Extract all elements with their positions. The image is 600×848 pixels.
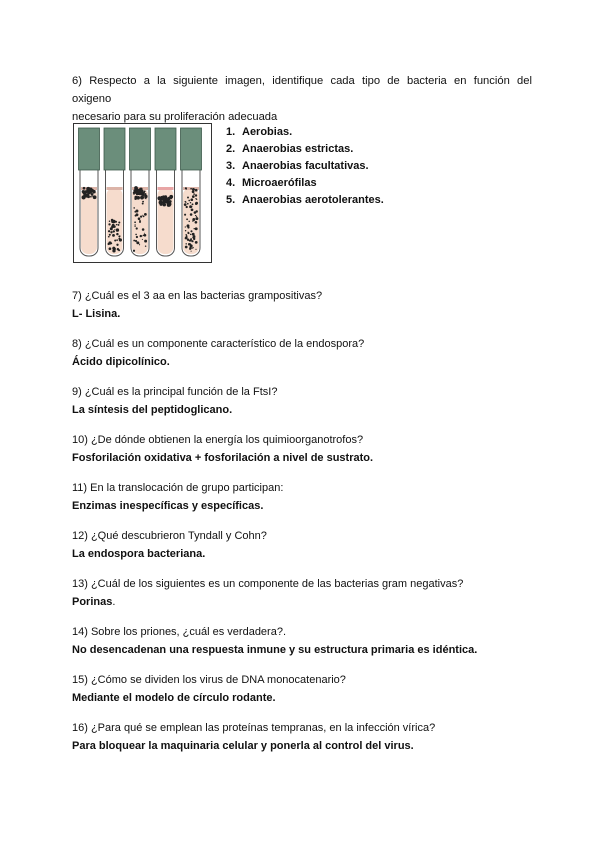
bacteria-dot: [168, 202, 172, 206]
bacteria-dot: [195, 194, 197, 196]
bacteria-dot: [163, 203, 166, 206]
bacteria-dot: [185, 243, 186, 244]
bacteria-dot: [195, 227, 198, 230]
bacteria-dot: [135, 224, 136, 225]
bacteria-dot: [144, 234, 147, 237]
bacteria-dot: [185, 230, 186, 231]
bacteria-dot: [118, 249, 120, 251]
bacteria-dot: [133, 250, 135, 252]
bacteria-dot: [112, 219, 113, 220]
bacteria-dot: [120, 240, 121, 241]
bacteria-dot: [145, 245, 146, 246]
bacteria-dot: [187, 239, 189, 241]
answer-text: Mediante el modelo de círculo rodante.: [72, 692, 276, 704]
bacteria-dot: [195, 221, 198, 224]
bacteria-dot: [142, 195, 143, 196]
bacteria-dot: [186, 218, 188, 220]
bacteria-dot: [118, 238, 120, 240]
question-6: [72, 72, 532, 126]
bacteria-dot: [189, 248, 191, 250]
question-text: 15) ¿Cómo se dividen los virus de DNA monocatenario?: [72, 674, 346, 686]
question-text: 7) ¿Cuál es el 3 aa en las bacterias grampositivas?: [72, 290, 323, 302]
bacteria-dot: [133, 240, 135, 242]
bacteria-dot: [196, 199, 197, 200]
bacteria-dot: [133, 194, 134, 195]
bacteria-dot: [144, 213, 147, 216]
bacteria-dot: [192, 190, 195, 193]
tube-cap: [155, 128, 176, 170]
bacteria-dot: [112, 247, 114, 249]
question-text: 13) ¿Cuál de los siguientes es un componente de las bacterias gram negativas?: [72, 578, 464, 590]
bacteria-dot: [187, 203, 189, 205]
question-15: [72, 673, 542, 705]
bacteria-dot: [140, 215, 142, 217]
bacteria-dot: [135, 240, 137, 242]
bacteria-dot: [109, 234, 111, 236]
bacteria-dot: [145, 193, 146, 194]
bacteria-dot: [114, 229, 115, 230]
bacteria-dot: [193, 193, 195, 195]
bacteria-dot: [187, 232, 188, 233]
bacteria-dot: [144, 233, 145, 234]
bacteria-dot: [192, 218, 195, 221]
bacteria-dot: [118, 224, 120, 226]
bacteria-dot: [190, 198, 193, 201]
question-text: 11) En la translocación de grupo participan:: [72, 482, 284, 494]
answer-text: Ácido dipicolínico.: [72, 356, 170, 368]
bacteria-dot: [93, 190, 94, 191]
bacteria-dot: [109, 247, 112, 250]
bacteria-dot: [113, 230, 115, 232]
question-13: [72, 577, 542, 609]
bacteria-dot: [188, 243, 191, 246]
bacteria-dot: [192, 188, 195, 191]
bacteria-dot: [136, 213, 139, 216]
question-6-line-1: 6) Respecto a la siguiente imagen, identifique cada tipo de bacteria en función del oxigeno: [72, 75, 532, 105]
question-10: [72, 433, 542, 465]
question-7: [72, 289, 542, 321]
option-item: 4. Microaerófilas: [226, 177, 317, 189]
culture-tubes-figure: [73, 123, 212, 263]
bacteria-dot: [195, 249, 196, 250]
bacteria-dot: [169, 200, 172, 203]
bacteria-dot: [82, 190, 85, 193]
bacteria-dot: [144, 240, 147, 243]
culture-tube: [181, 128, 202, 256]
bacteria-dot: [165, 196, 166, 197]
question-6-line-2: necesario para su proliferación adecuada: [72, 111, 278, 123]
option-item: 5. Anaerobias aerotolerantes.: [226, 194, 384, 206]
answer-text: Fosforilación oxidativa + fosforilación a nivel de sustrato.: [72, 452, 374, 464]
bacteria-dot: [162, 198, 165, 201]
bacteria-dot: [144, 191, 146, 193]
bacteria-dot: [116, 239, 118, 241]
bacteria-dot: [190, 202, 191, 203]
bacteria-dot: [190, 213, 193, 216]
medium-surface: [158, 187, 174, 190]
bacteria-dot: [87, 191, 89, 193]
bacteria-dot: [145, 197, 147, 199]
bacteria-dot: [140, 197, 141, 198]
answer-text: L- Lisina.: [72, 308, 121, 320]
bacteria-dot: [190, 230, 192, 232]
answer-text: Enzimas inespecíficas y específicas.: [72, 500, 264, 512]
tube-cap: [104, 128, 125, 170]
bacteria-dot: [195, 217, 198, 220]
question-11: [72, 481, 542, 513]
bacteria-dot: [185, 246, 188, 249]
bacteria-dot: [192, 203, 194, 205]
oxygen-requirement-options: [226, 124, 384, 209]
bacteria-dot: [111, 231, 112, 232]
bacteria-dot: [92, 189, 93, 190]
tube-cap: [181, 128, 202, 170]
tube-cap: [79, 128, 100, 170]
bacteria-dot: [194, 228, 195, 229]
culture-tubes-illustration: [74, 124, 210, 261]
bacteria-dot: [135, 234, 137, 236]
bacteria-dot: [92, 196, 93, 197]
bacteria-dot: [114, 239, 116, 241]
bacteria-dot: [195, 241, 198, 244]
bacteria-dot: [195, 215, 196, 216]
bacteria-dot: [159, 203, 162, 206]
answer-text: La endospora bacteriana.: [72, 548, 206, 560]
bacteria-dot: [108, 241, 111, 244]
bacteria-dot: [141, 235, 142, 236]
bacteria-dot: [184, 214, 186, 216]
bacteria-dot: [118, 221, 120, 223]
option-item: 3. Anaerobias facultativas.: [226, 160, 369, 172]
question-text: 16) ¿Para qué se emplean las proteínas tempranas, en la infección vírica?: [72, 722, 436, 734]
bacteria-dot: [142, 239, 143, 240]
question-16: [72, 721, 542, 753]
bacteria-dot: [134, 221, 136, 223]
bacteria-dot: [136, 193, 138, 195]
bacteria-dot: [134, 225, 135, 226]
question-12: [72, 529, 542, 561]
culture-tube: [79, 128, 100, 256]
bacteria-dot: [192, 248, 193, 249]
bacteria-dot: [169, 195, 173, 199]
culture-tube: [130, 128, 151, 256]
bacteria-dot: [134, 211, 136, 213]
bacteria-dot: [139, 244, 140, 245]
bacteria-dot: [142, 203, 144, 205]
bacteria-dot: [160, 200, 161, 201]
culture-tube: [104, 128, 125, 256]
bacteria-dot: [109, 221, 110, 222]
bacteria-dot: [191, 251, 192, 252]
bacteria-dot: [165, 201, 167, 203]
bacteria-dot: [135, 188, 137, 190]
bacteria-dot: [136, 241, 139, 244]
bacteria-dot: [143, 216, 145, 218]
bacteria-dot: [195, 189, 196, 190]
culture-tube: [155, 128, 176, 256]
bacteria-dot: [188, 200, 190, 202]
bacteria-dot: [195, 203, 198, 206]
tube-cap: [130, 128, 151, 170]
bacteria-dot: [112, 249, 115, 252]
bacteria-dot: [87, 188, 91, 192]
bacteria-dot: [190, 188, 192, 190]
bacteria-dot: [139, 221, 141, 223]
bacteria-dot: [113, 225, 116, 228]
answer-text: No desencadenan una respuesta inmune y su estructura primaria es idéntica.: [72, 644, 478, 656]
bacteria-dot: [185, 238, 186, 239]
bacteria-dot: [116, 233, 118, 235]
bacteria-dot: [142, 228, 145, 231]
question-text: 10) ¿De dónde obtienen la energía los quimioorganotrofos?: [72, 434, 364, 446]
bacteria-dot: [187, 224, 190, 227]
bacteria-dot: [192, 195, 195, 198]
option-item: 2. Anaerobias estrictas.: [226, 143, 354, 155]
question-text: 8) ¿Cuál es un componente característico de la endospora?: [72, 338, 365, 350]
bacteria-dot: [116, 228, 119, 231]
bacteria-dot: [116, 224, 118, 226]
bacteria-dot: [185, 202, 186, 203]
bacteria-dot: [186, 235, 188, 237]
bacteria-dot: [184, 203, 187, 206]
bacteria-dot: [134, 197, 137, 200]
bacteria-dot: [135, 191, 136, 192]
answer-text: La síntesis del peptidoglicano.: [72, 404, 233, 416]
medium-surface: [107, 187, 123, 190]
bacteria-dot: [133, 207, 135, 209]
question-text: 12) ¿Qué descubrieron Tyndall y Cohn?: [72, 530, 267, 542]
bacteria-dot: [157, 196, 161, 200]
bacteria-dot: [190, 234, 192, 236]
bacteria-dot: [138, 189, 142, 193]
bacteria-dot: [83, 187, 86, 190]
option-item: 1. Aerobias.: [226, 126, 293, 138]
answer-text: Porinas.: [72, 596, 116, 608]
bacteria-dot: [91, 193, 94, 196]
bacteria-dot: [191, 208, 194, 211]
bacteria-dot: [83, 193, 86, 196]
bacteria-dot: [195, 210, 197, 212]
bacteria-dot: [136, 236, 138, 238]
question-8: [72, 337, 542, 369]
bacteria-dot: [116, 244, 118, 246]
bacteria-dot: [186, 188, 187, 189]
question-14: [72, 625, 542, 657]
bacteria-dot: [90, 196, 92, 198]
bacteria-dot: [142, 201, 144, 203]
question-text: 14) Sobre los priones, ¿cuál es verdadera?.: [72, 626, 287, 638]
bacteria-dot: [138, 217, 141, 220]
bacteria-dot: [112, 234, 115, 237]
bacteria-dot: [136, 227, 138, 229]
bacteria-dot: [188, 221, 189, 222]
bacteria-dot: [196, 216, 197, 217]
bacteria-dot: [108, 236, 110, 238]
bacteria-dot: [187, 197, 189, 199]
bacteria-dot: [190, 239, 192, 241]
bacteria-dot: [119, 235, 120, 236]
bacteria-dot: [185, 226, 186, 227]
answer-text: Para bloquear la maquinaria celular y ponerla al control del virus.: [72, 740, 414, 752]
bacteria-dot: [108, 223, 110, 225]
bacteria-dot: [193, 235, 195, 237]
bacteria-dot: [186, 206, 188, 208]
bacteria-dot: [87, 195, 90, 198]
bacteria-dot: [142, 215, 143, 216]
bacteria-dot: [168, 199, 170, 201]
question-9: [72, 385, 542, 417]
bacteria-dot: [108, 230, 110, 232]
bacteria-dot: [190, 205, 191, 206]
question-text: 9) ¿Cuál es la principal función de la FtsI?: [72, 386, 278, 398]
